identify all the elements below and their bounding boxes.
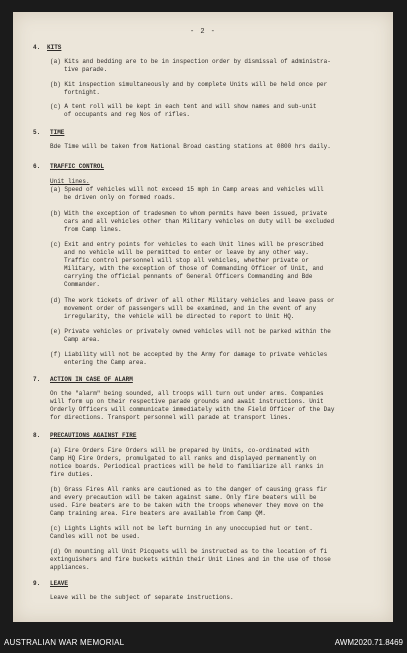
fire-para-a-line-2: Camp HQ Fire Orders, promulgated to all ranks and displayed permanently on <box>50 455 317 462</box>
leave-body-line-1: Leave will be the subject of separate instructions. <box>50 594 234 601</box>
section-9-number: 9. <box>33 580 41 587</box>
kits-para-a-line-1: (a) Kits and bedding are to be in inspection order by dismissal of administra- <box>50 58 331 65</box>
time-body-line-1: Bde Time will be taken from National Broad casting stations at 0800 hrs daily. <box>50 143 331 150</box>
archive-footer <box>0 634 407 653</box>
traffic-para-c-line-3: Traffic control personnel will stop all vehicles, whether private or <box>64 257 309 264</box>
section-7-number: 7. <box>33 376 41 383</box>
traffic-para-c-line-4: Military, with the exception of those of Commanding Officer of Unit, and <box>64 265 324 272</box>
fire-para-a-line-1: (a) Fire Orders Fire Orders will be prepared by Units, co-ordinated with <box>50 447 310 454</box>
section-9-heading: LEAVE <box>50 580 69 587</box>
kits-para-c-line-2: of occupants and reg Nos of rifles. <box>64 111 191 118</box>
fire-para-b-line-2: and every precaution will be taken against same. Only fire beaters will be <box>50 494 317 501</box>
traffic-para-b-line-1: (b) With the exception of tradesmen to whom permits have been issued, private <box>50 210 328 217</box>
fire-para-a-line-4: fire duties. <box>50 471 94 478</box>
traffic-para-c-line-2: and no vehicle will be permitted to enter or leave by any other way. <box>64 249 309 256</box>
kits-para-c-line-1: (c) A tent roll will be kept in each tent and will show names and sub-unit <box>50 103 317 110</box>
kits-para-b-line-1: (b) Kit inspection simultaneously and by complete Units will be held once per <box>50 81 328 88</box>
traffic-para-b-line-3: from Camp lines. <box>64 226 122 233</box>
traffic-para-e-line-2: Camp area. <box>64 336 101 343</box>
alarm-body-line-1: On the "alarm" being sounded, all troops will turn out under arms. Companies <box>50 390 324 397</box>
fire-para-b-line-1: (b) Grass Fires All ranks are cautioned as to the danger of causing grass fir <box>50 486 328 493</box>
footer-institution: AUSTRALIAN WAR MEMORIAL <box>4 638 125 647</box>
footer-accession-number: AWM2020.71.8469 <box>334 638 403 647</box>
fire-para-d-line-3: appliances. <box>50 564 90 571</box>
fire-para-a-line-3: notice boards. Periodical practices will be held to familiarize all ranks in <box>50 463 324 470</box>
alarm-body-line-2: will form up on their respective parade grounds and await instructions. Unit <box>50 398 324 405</box>
traffic-para-d-line-2: movement order of passengers will be examined, and in the event of any <box>64 305 317 312</box>
page-number: - 2 - <box>189 28 216 36</box>
fire-para-c-line-2: Candles will not be used. <box>50 533 141 540</box>
kits-para-b-line-2: fortnight. <box>64 89 101 96</box>
section-6-number: 6. <box>33 163 41 170</box>
section-7-heading: ACTION IN CASE OF ALARM <box>50 376 133 383</box>
kits-para-a-line-2: tive parade. <box>64 66 108 73</box>
section-5-heading: TIME <box>50 129 65 136</box>
traffic-para-c-line-6: Commander. <box>64 281 101 288</box>
fire-para-c-line-1: (c) Lights Lights will not be left burning in any unoccupied hut or tent. <box>50 525 313 532</box>
section-8-number: 8. <box>33 432 41 439</box>
document-page <box>13 12 393 622</box>
traffic-para-b-line-2: cars and all vehicles other than Military vehicles on duty will be excluded <box>64 218 335 225</box>
traffic-para-e-line-1: (e) Private vehicles or privately owned vehicles will not be parked within the <box>50 328 331 335</box>
traffic-para-f-line-1: (f) Liability will not be accepted by the Army for damage to private vehicles <box>50 351 328 358</box>
section-4-heading: KITS <box>47 44 62 51</box>
alarm-body-line-3: Orderly Officers will communicate immediately with the Field Officer of the Day <box>50 406 335 413</box>
fire-para-d-line-1: (d) On mounting all Unit Picquets will be instructed as to the location of fi <box>50 548 328 555</box>
section-6-heading: TRAFFIC CONTROL <box>50 163 105 170</box>
traffic-para-d-line-3: irregularity, the vehicle will be directed to report to Unit HQ. <box>64 313 295 320</box>
traffic-para-f-line-2: entering the Camp area. <box>64 359 147 366</box>
traffic-subheading: Unit lines. <box>50 178 90 185</box>
traffic-para-c-line-1: (c) Exit and entry points for vehicles to each Unit lines will be prescribed <box>50 241 324 248</box>
section-5-number: 5. <box>33 129 41 136</box>
fire-para-b-line-3: used. Fire beaters are to be taken with the troops whenever they move on the <box>50 502 324 509</box>
fire-para-b-line-4: Camp training area. Fire beaters are available from Camp QM. <box>50 510 267 517</box>
traffic-para-a-line-2: be driven only on formed roads. <box>64 194 176 201</box>
section-4-number: 4. <box>33 44 41 51</box>
fire-para-d-line-2: extinguishers and fire buckets within their Unit Lines and in the use of those <box>50 556 331 563</box>
alarm-body-line-4: for directions. Transport personnel will parade at transport lines. <box>50 414 292 421</box>
traffic-para-c-line-5: carrying the official pennants of General Officers Commanding and Bde <box>64 273 313 280</box>
traffic-para-d-line-1: (d) The work tickets of driver of all other Military vehicles and leave pass or <box>50 297 335 304</box>
section-8-heading: PRECAUTIONS AGAINST FIRE <box>50 432 137 439</box>
traffic-para-a-line-1: (a) Speed of vehicles will not exceed 15 mph in Camp areas and vehicles will <box>50 186 324 193</box>
